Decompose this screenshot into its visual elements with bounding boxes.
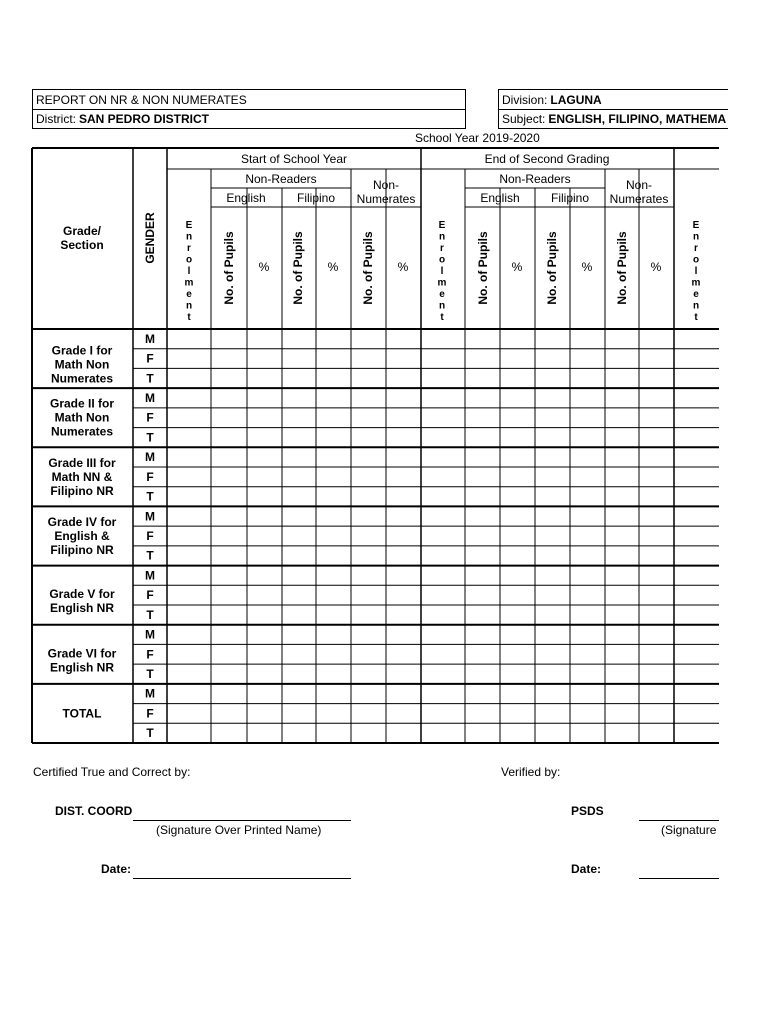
header-enrolment-letter: n [438,231,446,243]
header-non-readers: Non-Readers [245,172,317,186]
header-enrolment-letter: r [187,243,191,254]
gender-t: T [146,667,154,681]
header-non-readers: Non-Readers [499,172,571,186]
date-label-left: Date: [101,862,132,876]
group-label: Math Non [54,410,110,425]
header-percent: % [258,260,270,274]
group-label: English NR [49,601,115,616]
header-enrolment-letter: m [184,277,194,289]
header-english: English [226,191,266,205]
header-enrolment-letter: o [692,254,700,266]
certified-label: Certified True and Correct by: [33,765,191,779]
signature-note-left: (Signature Over Printed Name) [156,823,322,837]
psds-signature-line [639,820,719,821]
report-title: REPORT ON NR & NON NUMERATES [36,92,247,107]
district-label: District: [36,112,76,126]
group-label: Math NN & [51,469,113,484]
subject-label: Subject: [502,112,546,126]
header-enrolment-letter: E [185,220,193,231]
group-label: English & [54,529,110,543]
group-label: Grade IV for [47,515,117,529]
header-enrolment-letter: t [187,312,191,323]
header-enrolment-letter: l [440,266,444,277]
header-enrolment-letter: l [187,266,191,277]
district-value: SAN PEDRO DISTRICT [79,112,210,126]
signature-note-right: (Signature [661,823,717,837]
header-non-numerates: Non- [625,178,653,192]
gender-m: M [145,627,155,642]
group-label: Grade III for [48,455,116,470]
group-label: TOTAL [62,706,102,721]
group-label: Numerates [50,424,114,439]
header-gender: GENDER [143,212,157,264]
header-end-of-second-grading: End of Second Grading [484,152,610,166]
group-label: Grade VI for [47,646,117,661]
header-enrolment-letter: n [438,300,446,312]
header-enrolment-letter: o [185,254,193,266]
gender-f: F [146,588,154,603]
school-year: School Year 2019-2020 [415,131,540,145]
header-percent: % [650,260,662,274]
group-label: Grade I for [51,343,113,358]
gender-t: T [146,489,154,504]
header-filipino: Filipino [550,191,590,205]
psds-label: PSDS [571,804,604,818]
header-enrolment-letter: t [440,312,444,323]
header-start-of-school-year: Start of School Year [240,152,348,166]
date-line-right [639,878,719,879]
header-enrolment-letter: E [438,220,446,231]
header-percent: % [581,260,593,274]
gender-m: M [145,450,155,465]
header-english: English [480,191,520,205]
gender-m: M [145,568,155,583]
group-label: Grade II for [49,396,115,411]
group-label: Numerates [50,371,114,386]
header-non-numerates: Non- [372,178,400,192]
header-enrolment-letter: E [692,220,700,231]
header-no-of-pupils: No. of Pupils [545,231,559,305]
subject-value: ENGLISH, FILIPINO, MATHEMA [548,112,727,126]
header-enrolment-letter: e [439,289,445,300]
gender-m: M [145,509,155,524]
group-label: Filipino NR [50,543,114,557]
gender-m: M [145,391,155,405]
header-non-numerates: Numerates [609,192,669,206]
group-label: English NR [49,660,115,675]
header-enrolment-letter: l [694,266,698,277]
gender-t: T [146,371,154,386]
header-grade-section: Grade/ [62,224,102,238]
gender-t: T [146,726,154,741]
dist-coord-signature-line [133,820,351,821]
header-enrolment-letter: n [692,231,700,243]
header-enrolment-letter: m [437,277,447,289]
gender-f: F [146,469,154,484]
gender-t: T [146,607,154,622]
gender-f: F [146,351,154,366]
header-enrolment-letter: e [693,289,699,300]
header-enrolment-letter: t [694,312,698,323]
date-label-right: Date: [571,862,602,876]
gender-m: M [145,331,155,346]
gender-t: T [146,548,154,563]
gender-f: F [146,706,154,721]
header-percent: % [327,260,339,274]
gender-f: F [146,647,154,662]
header-enrolment-letter: m [691,277,701,289]
header-no-of-pupils: No. of Pupils [291,231,305,305]
header-grade-section: Section [60,238,104,252]
verified-label: Verified by: [501,765,561,779]
header-non-numerates: Numerates [356,192,416,206]
header-enrolment-letter: n [692,300,700,312]
header-percent: % [511,260,523,274]
group-label: Grade V for [49,587,115,602]
gender-t: T [146,430,154,445]
header-percent: % [397,260,409,274]
division-label: Division: [502,92,548,107]
division-value: LAGUNA [550,92,602,107]
header-enrolment-letter: n [185,231,193,243]
header-enrolment-letter: r [440,243,444,254]
header-enrolment-letter: o [438,254,446,266]
group-label: Filipino NR [50,483,114,498]
gender-f: F [146,529,154,543]
group-label: Math Non [54,357,110,372]
dist-coord-label: DIST. COORD [55,804,133,818]
header-enrolment-letter: r [694,243,698,254]
header-no-of-pupils: No. of Pupils [615,231,629,305]
gender-f: F [146,410,154,425]
header-no-of-pupils: No. of Pupils [361,231,375,305]
header-enrolment-letter: e [186,289,192,300]
header-filipino: Filipino [296,191,336,205]
date-line-left [133,878,351,879]
header-no-of-pupils: No. of Pupils [476,231,490,305]
gender-m: M [145,686,155,701]
header-enrolment-letter: n [185,300,193,312]
header-no-of-pupils: No. of Pupils [222,231,236,305]
